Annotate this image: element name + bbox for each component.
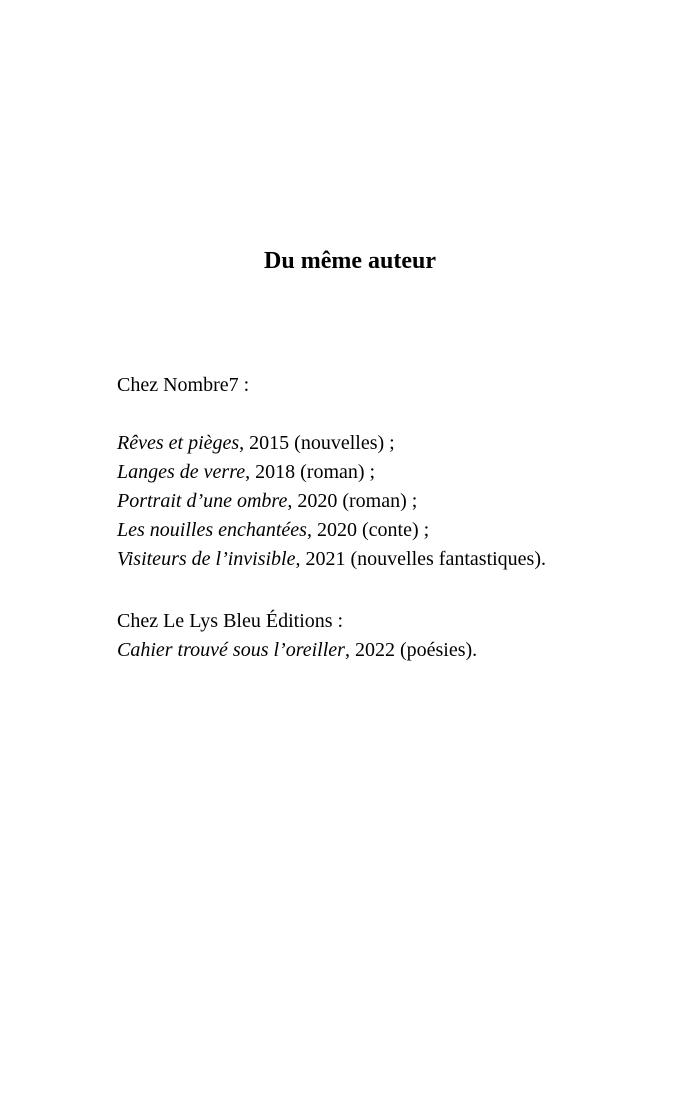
work-item <box>117 458 677 487</box>
work-item <box>117 429 677 458</box>
work-title: Portrait d’une ombre <box>117 490 288 512</box>
work-details: , 2022 (poésies). <box>344 639 478 661</box>
work-title: Cahier trouvé sous l’oreiller <box>117 639 345 661</box>
work-item <box>117 487 677 516</box>
publisher-section-lysbleu <box>117 607 677 665</box>
work-title: Rêves et pièges <box>117 432 240 454</box>
work-title: Les nouilles enchantées <box>117 519 307 541</box>
work-details: , 2020 (conte) ; <box>306 519 430 541</box>
work-item <box>117 516 677 545</box>
publisher-heading-lysbleu: Chez Le Lys Bleu Éditions : <box>117 610 344 632</box>
works-list-lysbleu <box>117 636 677 665</box>
work-title: Visiteurs de l’invisible <box>117 548 296 570</box>
work-details: , 2021 (nouvelles fantastiques). <box>295 548 546 570</box>
works-list-nombre7 <box>117 429 677 574</box>
works-list-nombre7-container <box>117 429 677 574</box>
publisher-heading-nombre7: Chez Nombre7 : <box>117 374 250 396</box>
work-details: , 2015 (nouvelles) ; <box>239 432 395 454</box>
page-title: Du même auteur <box>264 248 436 274</box>
publisher-section-nombre7 <box>117 371 677 400</box>
work-item <box>117 636 677 665</box>
work-item <box>117 545 677 574</box>
work-title: Langes de verre <box>117 461 246 483</box>
work-details: , 2020 (roman) ; <box>287 490 418 512</box>
work-details: , 2018 (roman) ; <box>245 461 376 483</box>
